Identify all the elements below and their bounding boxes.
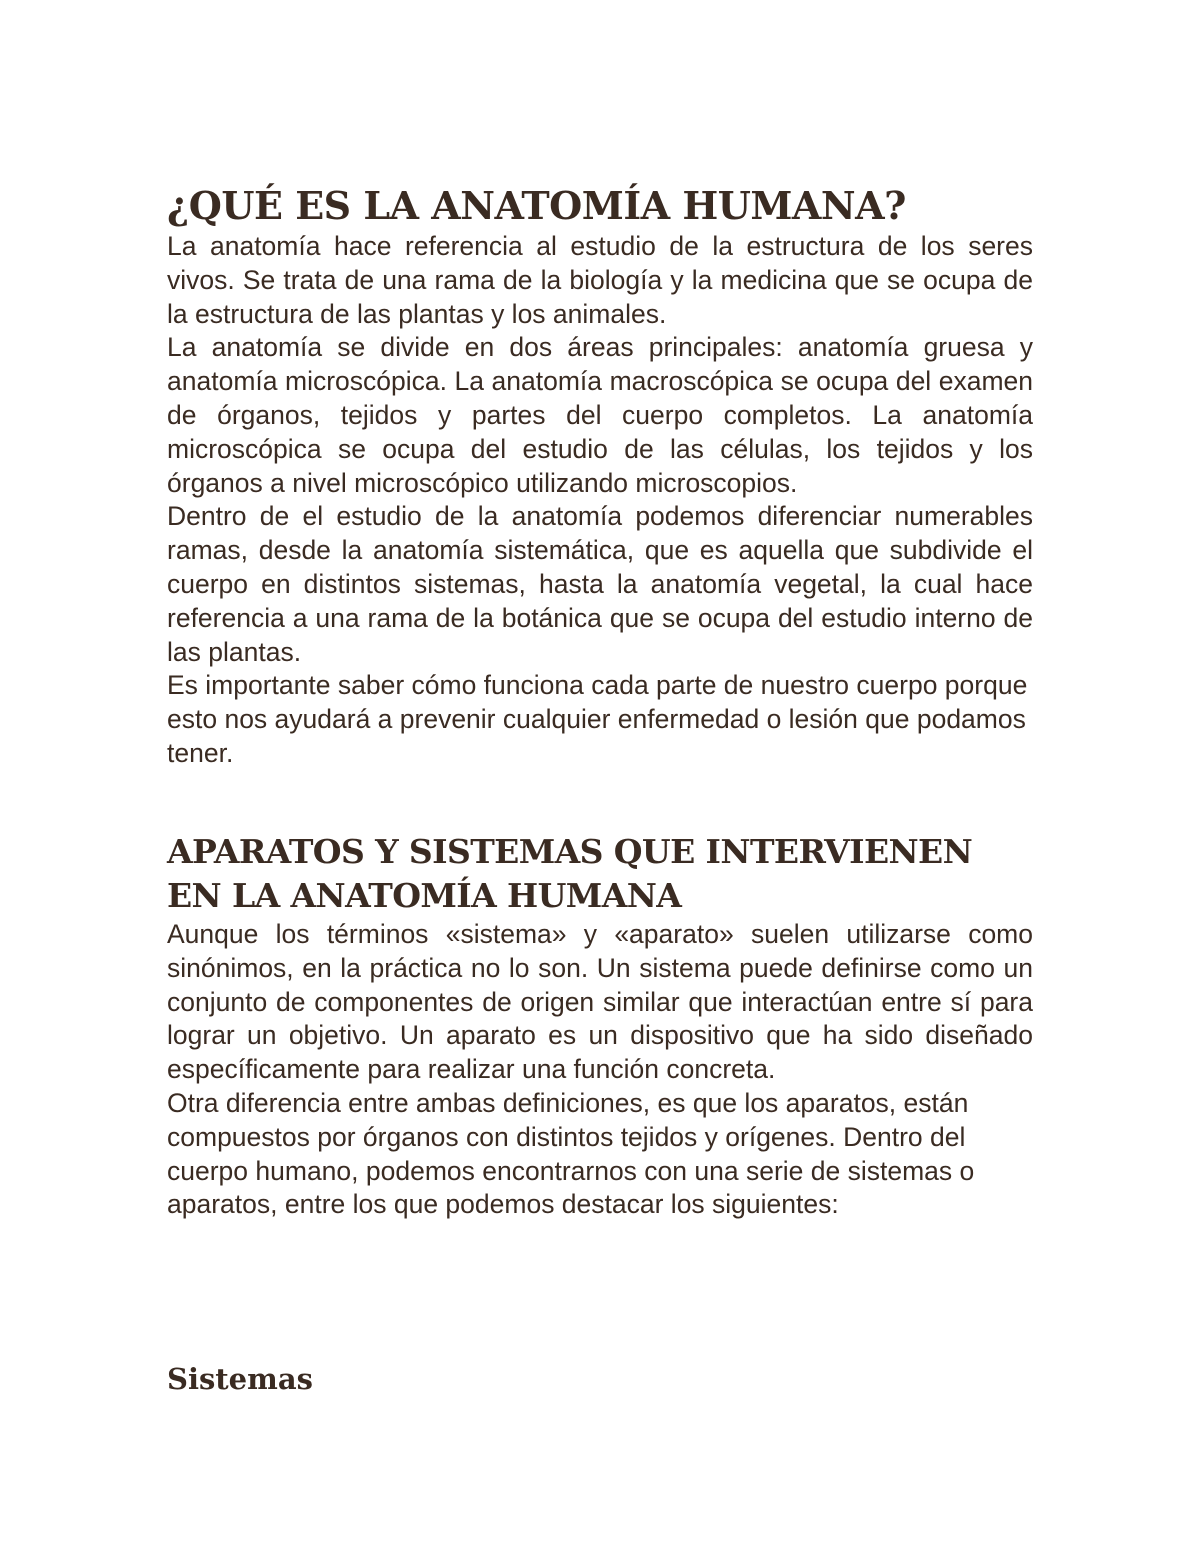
section-aparatos-sistemas [167,830,1033,1222]
section-sistemas [167,1361,1033,1397]
subsection-title: Sistemas [167,1362,313,1396]
paragraph-3: Dentro de el estudio de la anatomía podemos diferenciar numerables ramas, desde la anatomía sistemática, que es aquella que subdivide el cuerpo en distintos sistemas, hasta la anatomía vegetal, la cual hace referencia a una rama de la botánica que se ocupa del estudio interno de las plantas. [167,501,1033,667]
paragraph-2: La anatomía se divide en dos áreas principales: anatomía gruesa y anatomía microscópica. La anatomía macroscópica se ocupa del examen de órganos, tejidos y partes del cuerpo completos. La anatomía microscópica se ocupa del estudio de las células, los tejidos y los órganos a nivel microscópico utilizando microscopios. [167,332,1033,498]
section-title: APARATOS Y SISTEMAS QUE INTERVIENEN EN LA ANATOMÍA HUMANA [167,832,973,915]
paragraph-1: La anatomía hace referencia al estudio de la estructura de los seres vivos. Se trata de una rama de la biología y la medicina que se ocupa de la estructura de las plantas y los animales. [167,231,1033,329]
section-title: ¿QUÉ ES LA ANATOMÍA HUMANA? [167,183,906,228]
paragraph-4: Es importante saber cómo funciona cada parte de nuestro cuerpo porque esto nos ayudará a prevenir cualquier enfermedad o lesión que podamos tener. [167,670,1028,768]
paragraph-2: Otra diferencia entre ambas definiciones, es que los aparatos, están compuestos por órganos con distintos tejidos y orígenes. Dentro del cuerpo humano, podemos encontrarnos con una serie de sistemas o aparatos, entre los que podemos destacar los siguientes: [167,1087,975,1220]
section-anatomia-humana [167,182,1033,771]
paragraph-1: Aunque los términos «sistema» y «aparato» suelen utilizarse como sinónimos, en la práctica no lo son. Un sistema puede definirse como un conjunto de componentes de origen similar que interactúan entre sí para lograr un objetivo. Un aparato es un dispositivo que ha sido diseñado específicamente para realizar una función concreta. [167,919,1033,1085]
